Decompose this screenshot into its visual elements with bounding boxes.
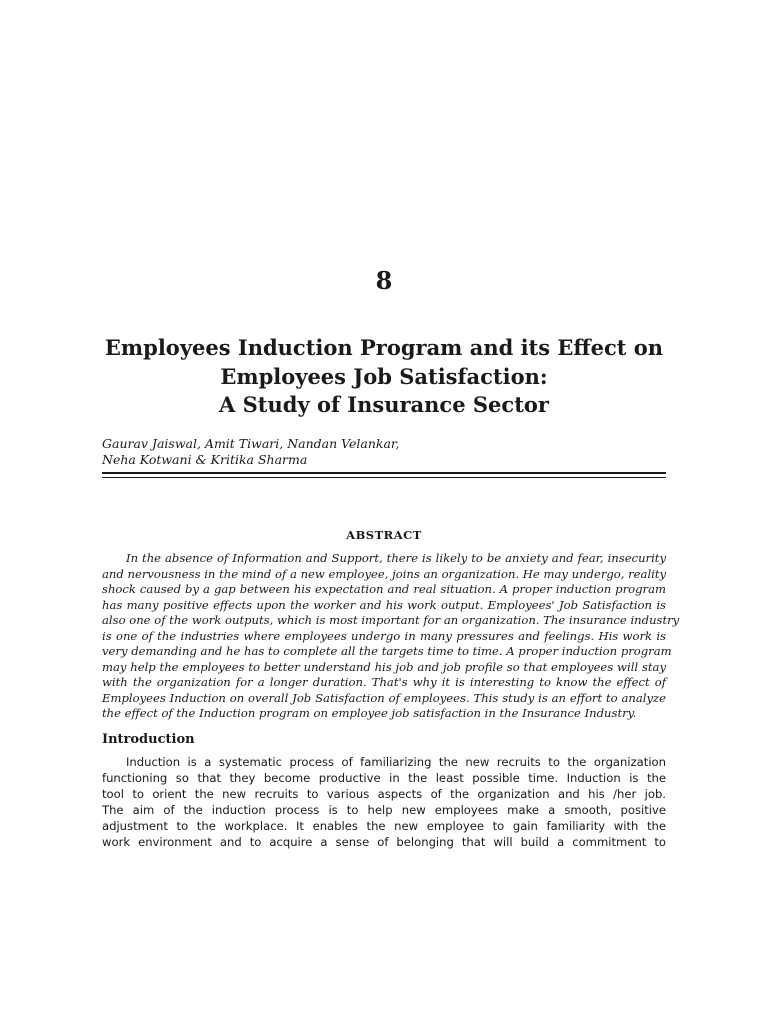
header-rule-thick [102,472,666,474]
abstract-heading: ABSTRACT [346,528,422,542]
abstract-line: may help the employees to better understand his job and job profile so that employees will stay [102,659,666,674]
abstract-line: In the absence of Information and Support, there is likely to be anxiety and fear, insecurity [126,551,666,565]
abstract-line: has many positive effects upon the worker and his work output. Employees' Job Satisfaction is [102,597,666,612]
abstract-line: very demanding and he has to complete all the targets time to time. A proper induction program [102,644,672,658]
abstract-body [102,551,680,722]
author-list [102,436,662,468]
abstract-line: the effect of the Induction program on employee job satisfaction in the Insurance Industry. [102,706,637,720]
abstract-line: with the organization for a longer duration. That's why it is interesting to know the effect of [102,675,666,689]
introduction-body [102,754,666,850]
header-rule-thin [102,477,666,478]
body-line: work environment and to acquire a sense of belonging that will build a commitment to [102,835,666,849]
abstract-line: shock caused by a gap between his expectation and real situation. A proper induction program [102,582,666,596]
title-line: A Study of Insurance Sector [219,392,549,417]
section-heading-introduction: Introduction [102,732,195,747]
title-line: Employees Job Satisfaction: [220,363,548,389]
abstract-line: also one of the work outputs, which is most important for an organization. The insurance industry [102,613,680,627]
author-line: Neha Kotwani & Kritika Sharma [102,452,308,467]
title-line: Employees Induction Program and its Effect on [104,335,664,360]
body-line: The aim of the induction process is to help new employees make a smooth, positive [102,803,666,817]
abstract-line: is one of the industries where employees undergo in many pressures and feelings. His work is [102,628,666,643]
body-line: tool to orient the new recruits to various aspects of the organization and his /her job. [102,787,666,801]
body-line: adjustment to the workplace. It enables the new employee to gain familiarity with the [102,819,666,833]
body-line: functioning so that they become productive in the least possible time. Induction is the [102,771,666,785]
chapter-title [90,334,678,420]
chapter-number: 8 [375,266,393,295]
body-line: Induction is a systematic process of familiarizing the new recruits to the organization [126,755,666,769]
author-line: Gaurav Jaiswal, Amit Tiwari, Nandan Velankar, [102,436,400,451]
abstract-line: Employees Induction on overall Job Satisfaction of employees. This study is an effort to analyze [102,690,666,705]
abstract-line: and nervousness in the mind of a new employee, joins an organization. He may undergo, reality [102,566,667,581]
